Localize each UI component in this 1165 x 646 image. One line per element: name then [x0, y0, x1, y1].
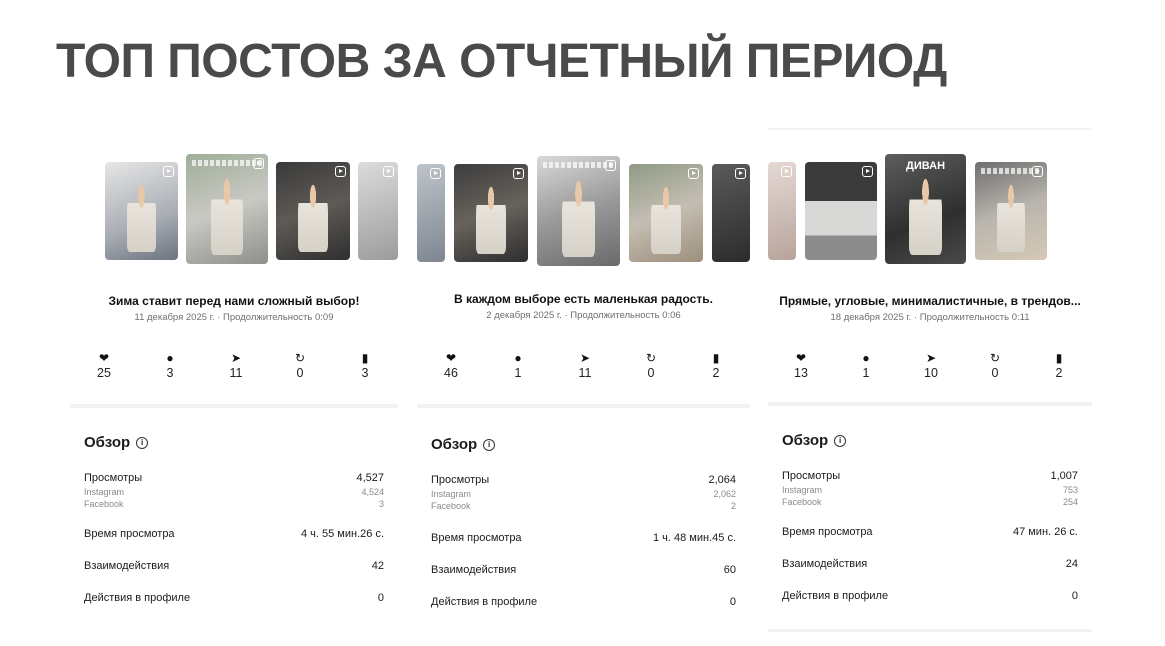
shares-stat [216, 350, 256, 380]
saves-count: 2 [1055, 366, 1063, 380]
watch-time-row [782, 526, 1078, 538]
interactions-value: 42 [371, 560, 384, 572]
facebook-value: 2 [730, 501, 736, 511]
overview-heading [782, 432, 1078, 449]
likes-count: 13 [794, 366, 808, 380]
thumbnail-figure [476, 186, 506, 255]
post-meta: 11 декабря 2025 г. · Продолжительность 0:09 [134, 312, 334, 323]
thumbnail-caption [192, 160, 262, 166]
comments-count: 3 [166, 366, 174, 380]
divider [768, 402, 1092, 406]
interactions-row [431, 564, 736, 576]
watch-time-value: 1 ч. 48 мин.45 с. [653, 532, 736, 544]
interactions-label: Взаимодействия [84, 560, 170, 572]
page-title: ТОП ПОСТОВ ЗА ОТЧЕТНЫЙ ПЕРИОД [56, 35, 947, 88]
interactions-label: Взаимодействия [782, 558, 868, 570]
thumbnail-figure [211, 178, 244, 255]
send-icon: ➤ [925, 351, 937, 365]
overview-title: Обзор [431, 436, 478, 453]
views-row [431, 474, 736, 486]
thumbnail[interactable] [975, 162, 1047, 260]
thumbnail-strip [417, 154, 750, 270]
watch-time-row [84, 528, 384, 540]
facebook-value: 254 [1062, 497, 1078, 507]
overview-title: Обзор [84, 434, 131, 451]
likes-stat [84, 350, 124, 380]
comments-stat [846, 350, 886, 380]
watch-time-value: 4 ч. 55 мин.26 с. [301, 528, 384, 540]
saves-stat [345, 350, 385, 380]
post-card-1 [70, 130, 398, 630]
thumbnail[interactable] [537, 156, 620, 266]
post-meta: 2 декабря 2025 г. · Продолжительность 0:06 [486, 310, 681, 321]
comments-stat [150, 350, 190, 380]
comments-stat [498, 350, 538, 380]
watch-time-value: 47 мин. 26 с. [1012, 526, 1078, 538]
reposts-count: 0 [991, 366, 999, 380]
comment-icon: ● [166, 351, 174, 365]
reel-icon [513, 168, 524, 179]
thumbnail[interactable] [417, 164, 445, 262]
info-icon[interactable]: i [483, 439, 495, 451]
thumbnail[interactable] [454, 164, 528, 262]
facebook-label: Facebook [84, 499, 124, 509]
instagram-label: Instagram [782, 485, 823, 495]
shares-count: 11 [229, 366, 243, 380]
heart-icon: ❤ [795, 351, 807, 365]
comment-icon: ● [514, 351, 522, 365]
reel-icon [430, 168, 441, 179]
reel-icon [781, 166, 792, 177]
likes-count: 46 [444, 366, 458, 380]
thumbnail[interactable] [768, 162, 796, 260]
thumbnail-caption [543, 162, 614, 168]
send-icon: ➤ [579, 351, 591, 365]
instagram-row [782, 485, 1078, 495]
profile-actions-value: 0 [1071, 590, 1078, 602]
instagram-label: Instagram [431, 489, 472, 499]
instagram-value: 4,524 [361, 487, 384, 497]
reel-icon [163, 166, 174, 177]
interactions-row [84, 560, 384, 572]
post-meta: 18 декабря 2025 г. · Продолжительность 0:11 [830, 312, 1030, 323]
instagram-row [431, 489, 736, 499]
reel-icon [862, 166, 873, 177]
reposts-count: 0 [296, 366, 304, 380]
views-value: 2,064 [708, 474, 736, 486]
views-value: 4,527 [356, 472, 384, 484]
thumbnail-figure [651, 186, 681, 255]
comments-count: 1 [514, 366, 522, 380]
post-caption[interactable]: В каждом выборе есть маленькая радость. [454, 292, 713, 306]
views-label: Просмотры [431, 474, 490, 486]
reel-icon [1032, 166, 1043, 177]
instagram-row [84, 487, 384, 497]
profile-actions-row [431, 596, 736, 608]
post-stats [70, 350, 398, 386]
watch-time-row [431, 532, 736, 544]
thumbnail[interactable] [712, 164, 750, 262]
repost-icon: ↻ [989, 351, 1001, 365]
likes-stat [781, 350, 821, 380]
thumbnail-figure [298, 184, 328, 253]
likes-count: 25 [97, 366, 111, 380]
info-icon[interactable]: i [834, 435, 846, 447]
thumbnail-strip [768, 152, 1092, 268]
profile-actions-label: Действия в профиле [431, 596, 538, 608]
shares-count: 10 [924, 366, 938, 380]
overview-title: Обзор [782, 432, 829, 449]
bookmark-icon: ▮ [361, 351, 369, 365]
watch-time-label: Время просмотра [431, 532, 522, 544]
thumbnail-figure [562, 180, 595, 257]
thumbnail-figure [997, 184, 1026, 253]
reel-icon [383, 166, 394, 177]
bookmark-icon: ▮ [712, 351, 720, 365]
post-stats [417, 350, 750, 386]
reel-icon [735, 168, 746, 179]
views-label: Просмотры [84, 472, 143, 484]
post-caption[interactable]: Зима ставит перед нами сложный выбор! [108, 294, 360, 308]
thumbnail[interactable] [276, 162, 350, 260]
watch-time-label: Время просмотра [84, 528, 175, 540]
facebook-row [782, 497, 1078, 507]
overview-heading [431, 436, 736, 453]
interactions-value: 60 [723, 564, 736, 576]
post-card-3 [768, 128, 1092, 632]
shares-stat [911, 350, 951, 380]
views-value: 1,007 [1050, 470, 1078, 482]
repost-icon: ↻ [294, 351, 306, 365]
thumbnail[interactable] [105, 162, 178, 260]
facebook-row [431, 501, 736, 511]
profile-actions-value: 0 [729, 596, 736, 608]
overview-panel [782, 432, 1078, 612]
repost-icon: ↻ [645, 351, 657, 365]
heart-icon: ❤ [98, 351, 110, 365]
saves-stat [696, 350, 736, 380]
comment-icon: ● [862, 351, 870, 365]
comments-count: 1 [862, 366, 870, 380]
info-icon[interactable]: i [136, 437, 148, 449]
thumbnail[interactable] [358, 162, 398, 260]
reposts-count: 0 [647, 366, 655, 380]
thumbnail-figure [127, 184, 156, 253]
facebook-value: 3 [378, 499, 384, 509]
overview-panel [431, 436, 736, 616]
interactions-value: 24 [1065, 558, 1078, 570]
thumbnail[interactable] [186, 154, 268, 264]
overview-heading [84, 434, 384, 451]
instagram-value: 753 [1062, 485, 1078, 495]
shares-count: 11 [578, 366, 592, 380]
thumbnail-text: ДИВАН [905, 160, 946, 172]
divider [70, 404, 398, 408]
heart-icon: ❤ [445, 351, 457, 365]
overview-panel [84, 434, 384, 614]
reposts-stat [631, 350, 671, 380]
reel-icon [253, 158, 264, 169]
likes-stat [431, 350, 471, 380]
profile-actions-label: Действия в профиле [782, 590, 889, 602]
interactions-row [782, 558, 1078, 570]
saves-stat [1039, 350, 1079, 380]
views-row [84, 472, 384, 484]
views-label: Просмотры [782, 470, 841, 482]
instagram-label: Instagram [84, 487, 125, 497]
profile-actions-row [782, 590, 1078, 602]
bookmark-icon: ▮ [1055, 351, 1063, 365]
interactions-label: Взаимодействия [431, 564, 517, 576]
post-card-2 [417, 132, 750, 632]
post-stats [768, 350, 1092, 386]
thumbnail[interactable] [805, 162, 877, 260]
saves-count: 3 [361, 366, 369, 380]
send-icon: ➤ [230, 351, 242, 365]
saves-count: 2 [712, 366, 720, 380]
shares-stat [565, 350, 605, 380]
profile-actions-label: Действия в профиле [84, 592, 191, 604]
reposts-stat [975, 350, 1015, 380]
post-caption[interactable]: Прямые, угловые, минималистичные, в трендов... [779, 294, 1081, 308]
watch-time-label: Время просмотра [782, 526, 873, 538]
thumbnail-strip [70, 152, 398, 268]
reel-icon [335, 166, 346, 177]
profile-actions-row [84, 592, 384, 604]
views-row [782, 470, 1078, 482]
facebook-label: Facebook [782, 497, 822, 507]
thumbnail-figure [909, 178, 941, 255]
divider [417, 404, 750, 408]
instagram-value: 2,062 [713, 489, 736, 499]
facebook-label: Facebook [431, 501, 471, 511]
reel-icon [688, 168, 699, 179]
facebook-row [84, 499, 384, 509]
profile-actions-value: 0 [377, 592, 384, 604]
reposts-stat [280, 350, 320, 380]
thumbnail[interactable] [629, 164, 703, 262]
reel-icon [605, 160, 616, 171]
thumbnail[interactable] [885, 154, 966, 264]
